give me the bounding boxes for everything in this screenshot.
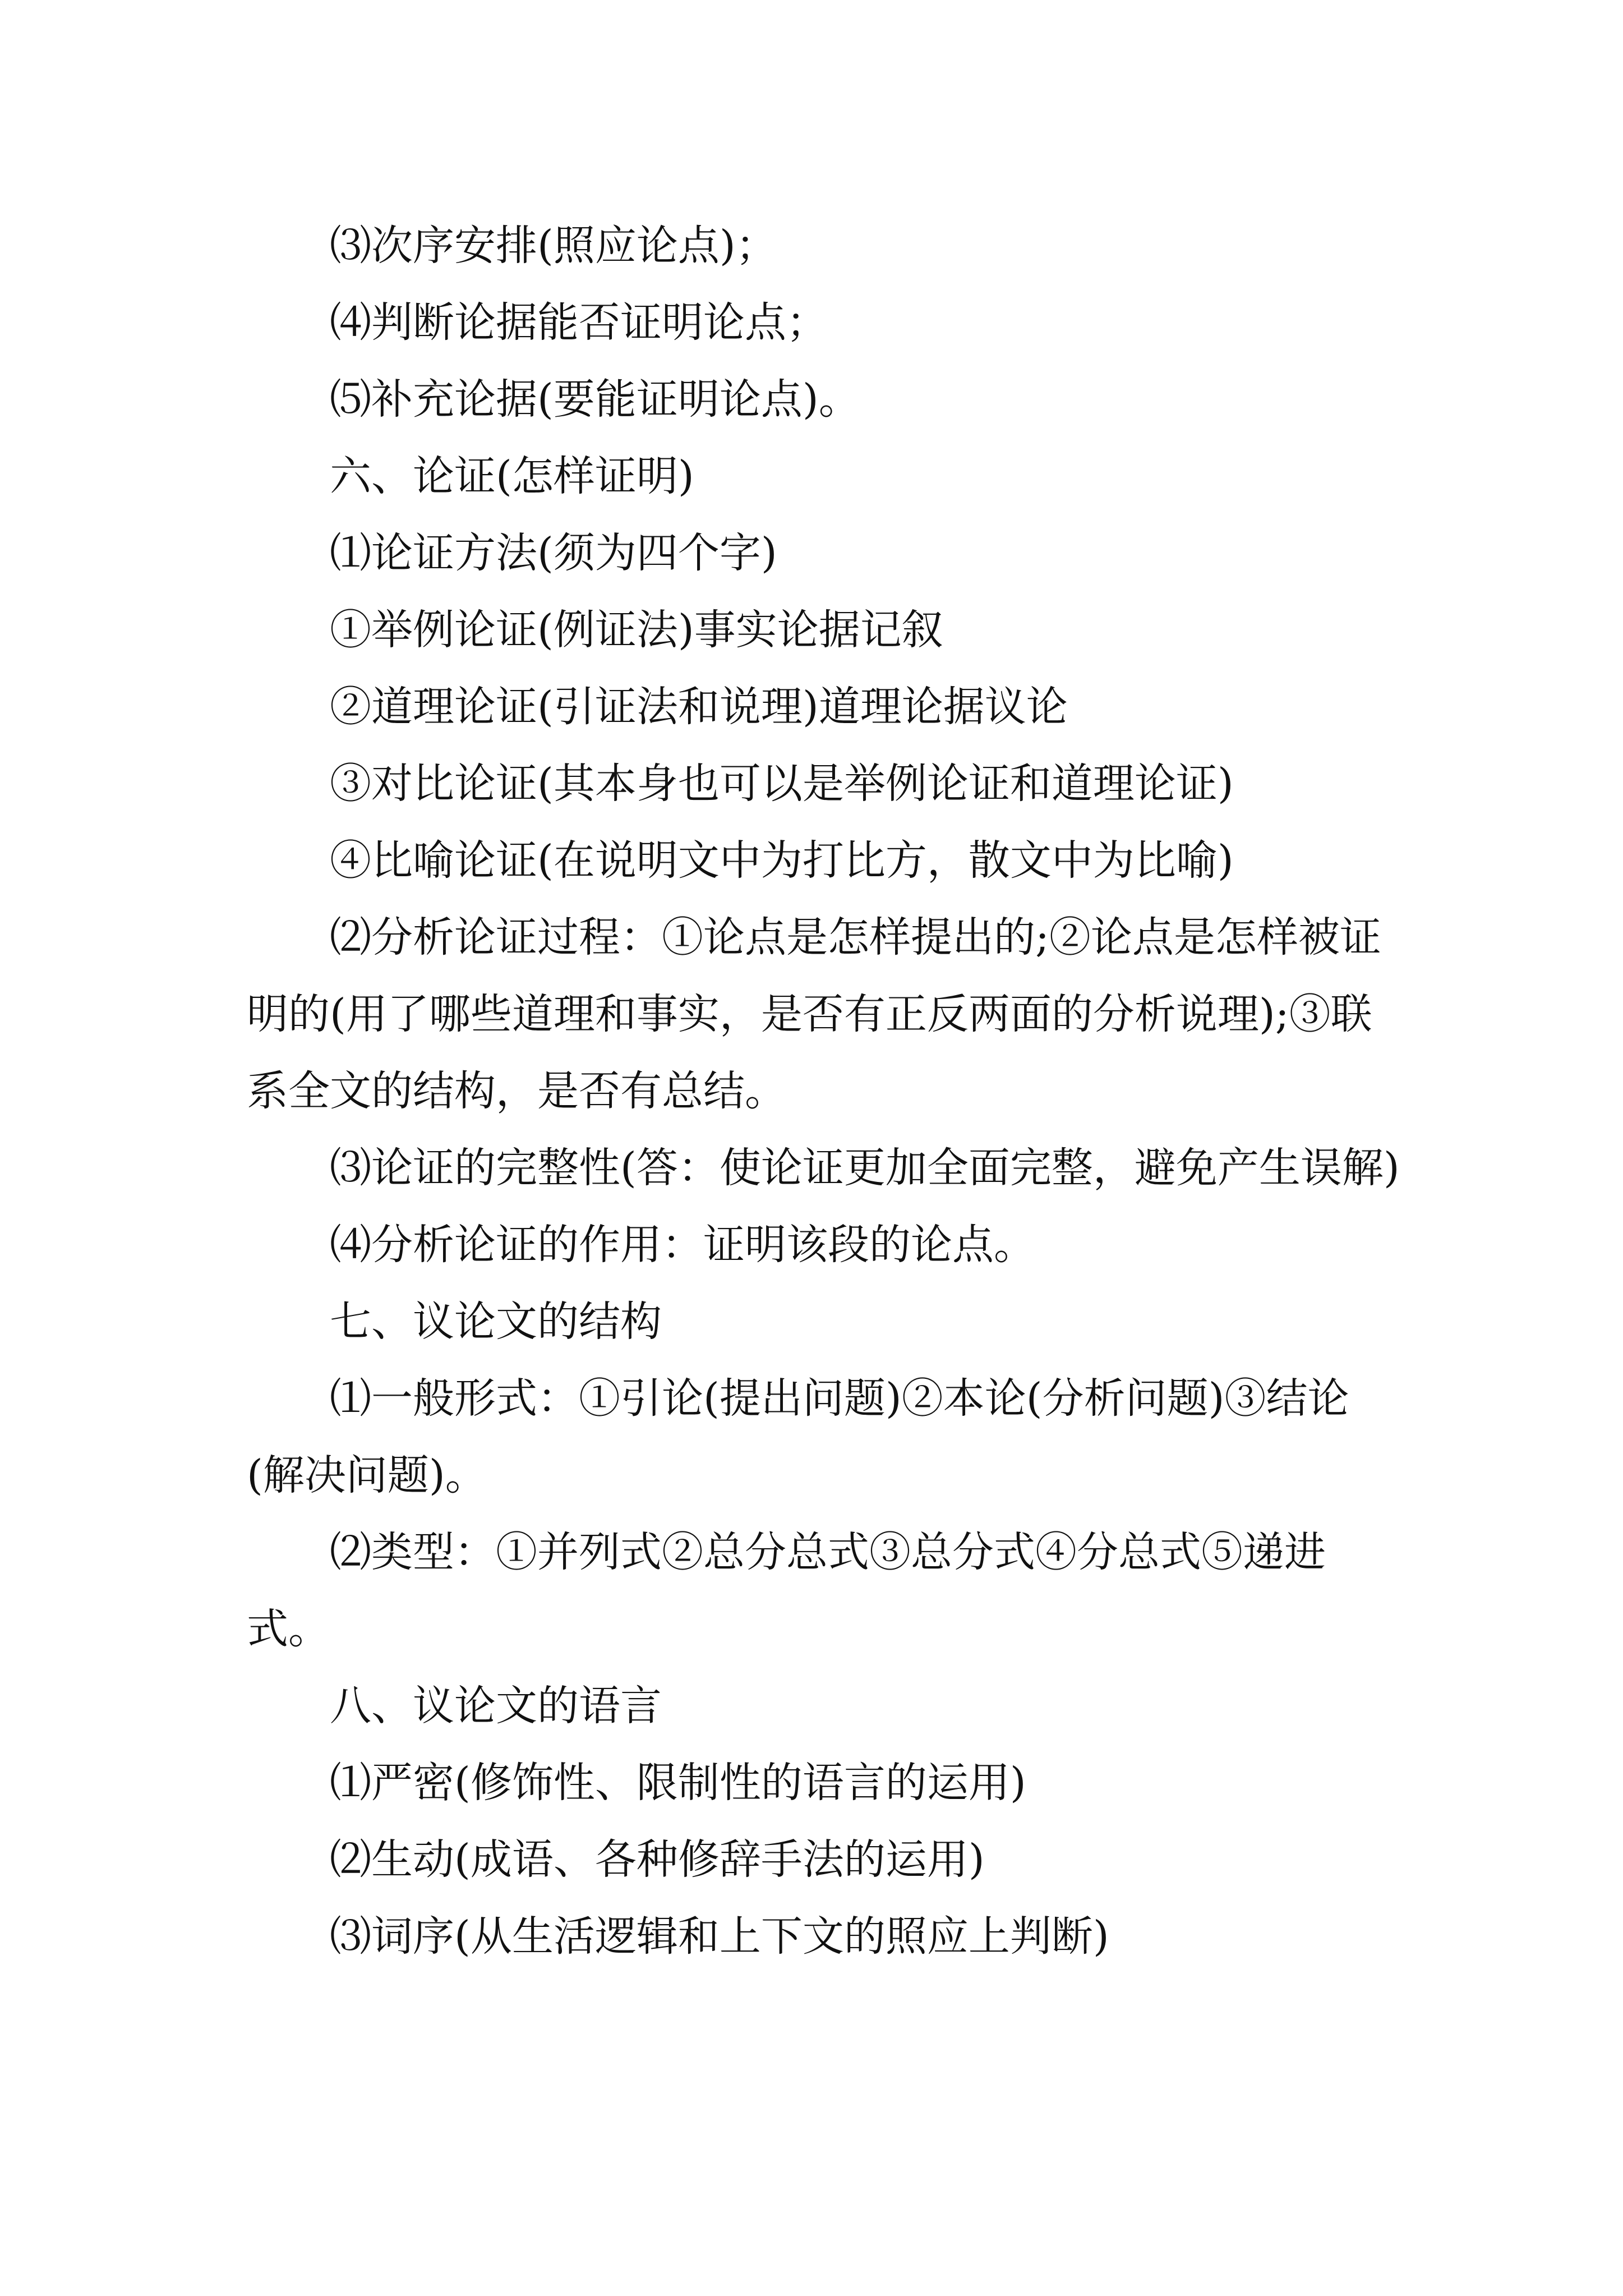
paragraph-metaphor-argument: ④比喻论证(在说明文中为打比方，散文中为比喻) xyxy=(330,836,1234,885)
paragraph-structure-types: ⑵类型：①并列式②总分总式③总分式④分总式⑤递进式。 xyxy=(247,1528,1326,1653)
paragraph-completeness: ⑶论证的完整性(答：使论证更加全面完整，避免产生误解) xyxy=(330,1144,1400,1192)
paragraph-language-vivid: ⑵生动(成语、各种修辞手法的运用) xyxy=(330,1835,985,1884)
section-heading-language: 八、议论文的语言 xyxy=(330,1682,662,1730)
paragraph-analysis-process: ⑵分析论证过程：①论点是怎样提出的;②论点是怎样被证明的(用了哪些道理和事实，是否有正反两面的分析说理);③联系全文的结构，是否有总结。 xyxy=(247,913,1381,1115)
paragraph-judge-evidence: ⑷判断论据能否证明论点； xyxy=(330,298,828,347)
section-heading-argumentation: 六、论证(怎样证明) xyxy=(330,452,694,500)
paragraph-contrast-argument: ③对比论证(其本身也可以是举例论证和道理论证) xyxy=(330,760,1234,808)
paragraph-word-order: ⑶词序(从生活逻辑和上下文的照应上判断) xyxy=(330,1912,1109,1961)
paragraph-argument-function: ⑷分析论证的作用：证明该段的论点。 xyxy=(330,1221,1035,1269)
section-heading-structure: 七、议论文的结构 xyxy=(330,1297,662,1346)
paragraph-argument-methods: ⑴论证方法(须为四个字) xyxy=(330,529,777,577)
paragraph-reasoning-argument: ②道理论证(引证法和说理)道理论据议论 xyxy=(330,683,1068,731)
paragraph-general-form: ⑴一般形式：①引论(提出问题)②本论(分析问题)③结论(解决问题)。 xyxy=(247,1374,1349,1499)
paragraph-language-precision: ⑴严密(修饰性、限制性的语言的运用) xyxy=(330,1759,1026,1807)
paragraph-order-arrangement: ⑶次序安排(照应论点)； xyxy=(330,222,777,270)
paragraph-example-argument: ①举例论证(例证法)事实论据记叙 xyxy=(330,606,943,654)
paragraph-supplement-evidence: ⑸补充论据(要能证明论点)。 xyxy=(330,375,860,424)
document-body xyxy=(247,208,1402,1975)
